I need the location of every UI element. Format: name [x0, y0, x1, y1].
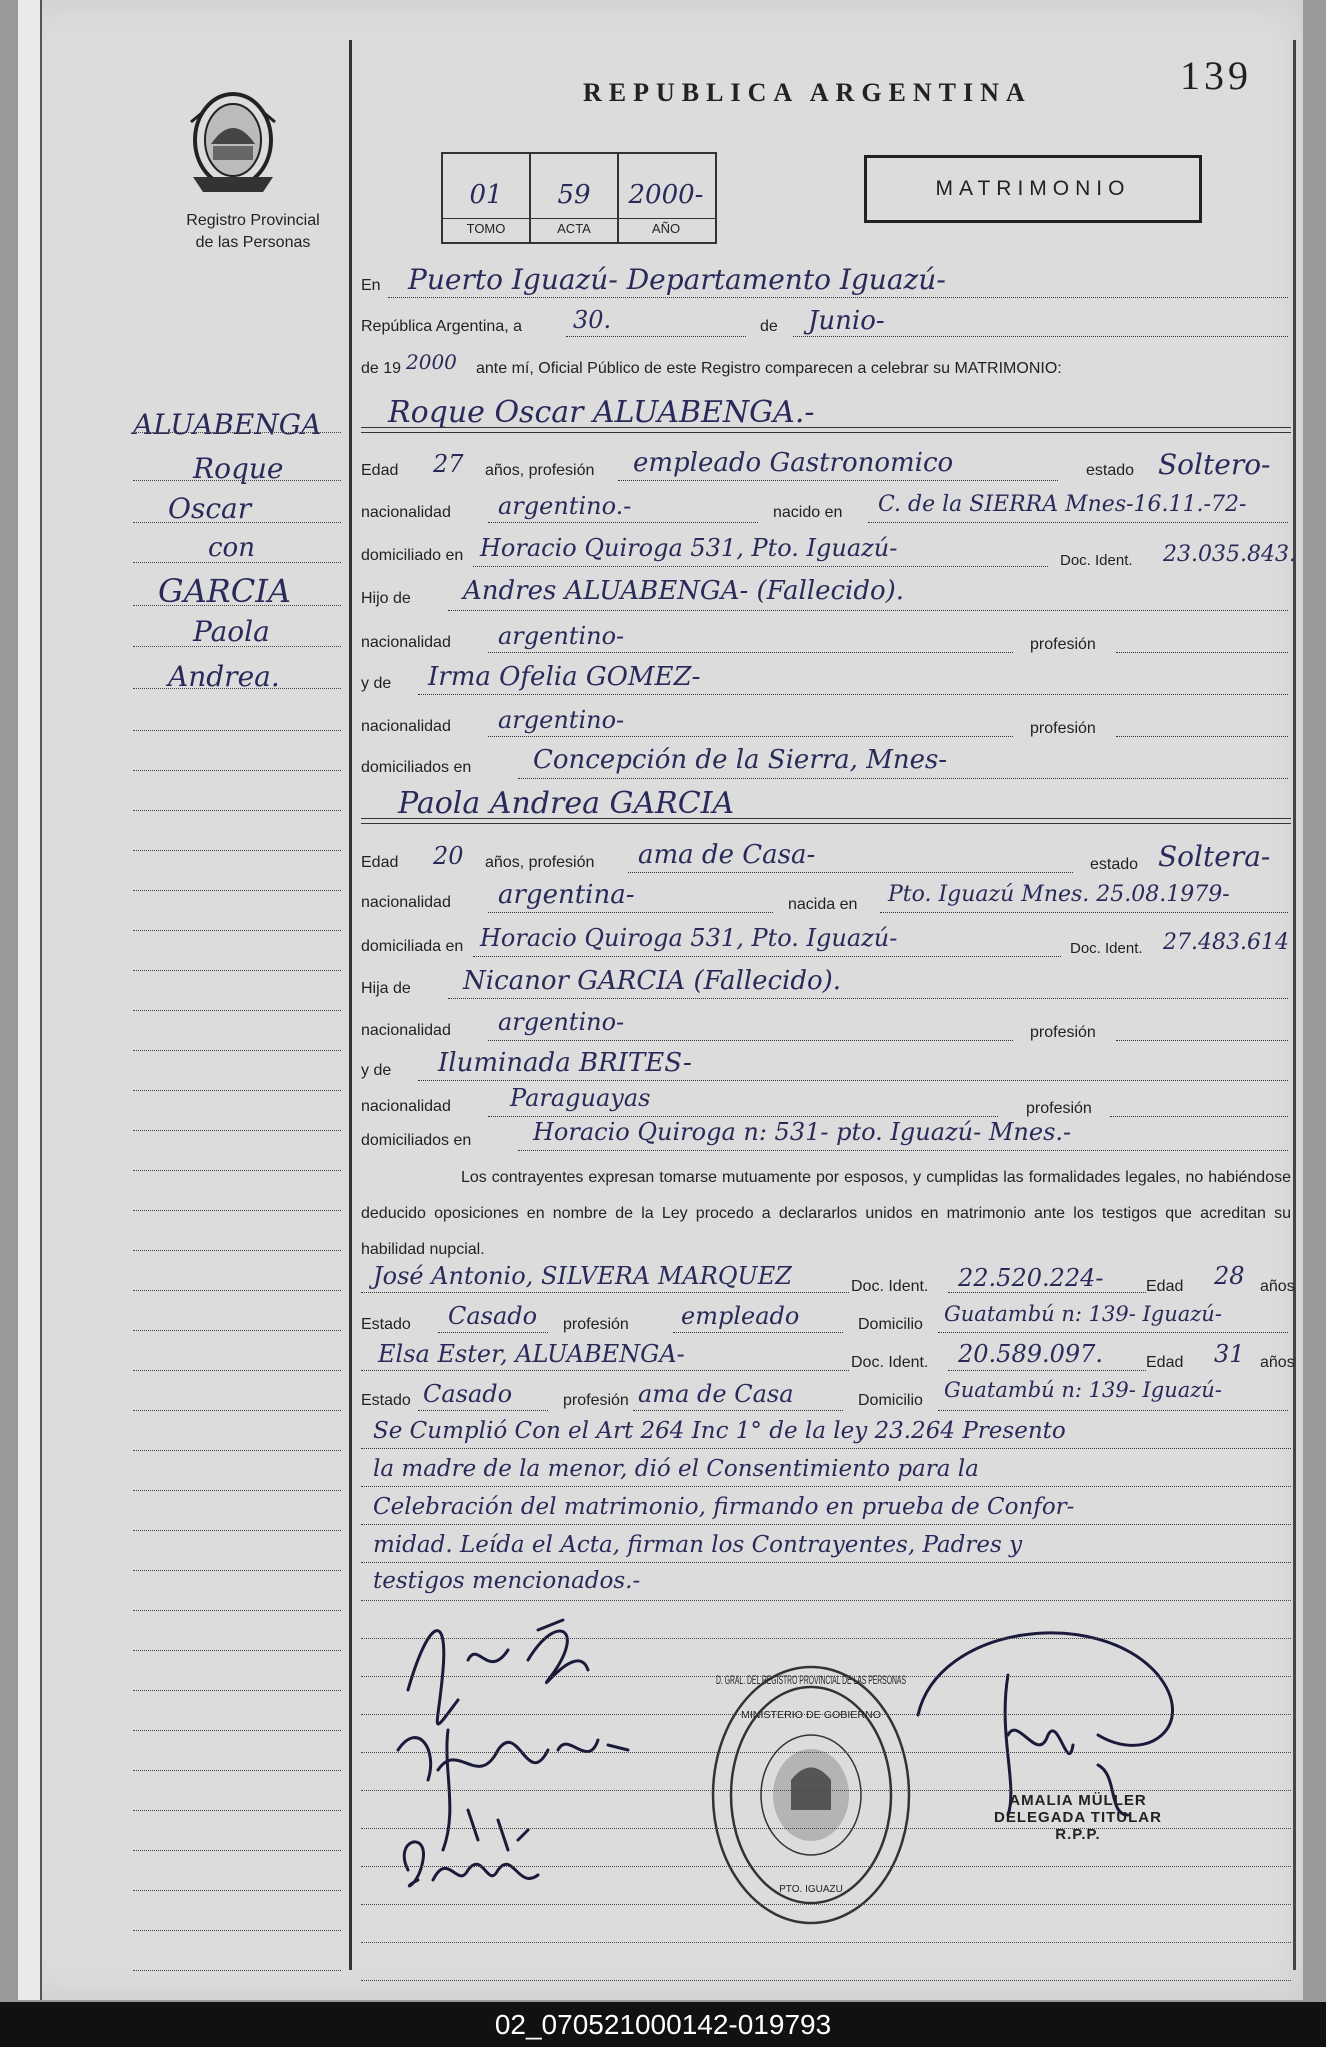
bride-yde-label: y de [361, 1062, 392, 1079]
margin-ruled-line [133, 1010, 341, 1011]
misiones-emblem-icon [173, 82, 293, 202]
groom-madre-nac-label: nacionalidad [361, 718, 451, 735]
margin-ruled-line [133, 1090, 341, 1091]
body-ruled-line [361, 1638, 1291, 1639]
body-ruled-line [361, 1752, 1291, 1753]
margin-con: con [208, 533, 255, 563]
bride-doc-label: Doc. Ident. [1070, 940, 1143, 957]
note-line-1: Se Cumplió Con el Art 264 Inc 1° de la ley 23.264 Presento [373, 1418, 1066, 1444]
month-value: Junio- [808, 306, 885, 336]
groom-hijo-label: Hijo de [361, 590, 411, 607]
witness2-edad: 31 [1214, 1340, 1245, 1368]
witness2-name: Elsa Ester, ALUABENGA- [378, 1340, 685, 1368]
bride-padre: Nicanor GARCIA (Fallecido). [463, 966, 842, 996]
groom-profesion: empleado Gastronomico [633, 448, 954, 478]
witness2-domicilio: Guatambú n: 139- Iguazú- [944, 1378, 1222, 1402]
margin-ruled-line [133, 1210, 341, 1211]
tomo-value: 01 [469, 180, 503, 210]
groom-dom-label: domiciliado en [361, 547, 464, 564]
bride-padre-prof-label: profesión [1030, 1024, 1096, 1041]
margin-ruled-line [133, 1130, 341, 1131]
country-title: REPUBLICA ARGENTINA [583, 78, 1032, 107]
margin-ruled-line [133, 1770, 341, 1771]
margin-ruled-line [133, 930, 341, 931]
margin-ruled-line [133, 1050, 341, 1051]
body-ruled-line [361, 1942, 1291, 1943]
body-ruled-line [361, 1714, 1291, 1715]
margin-ruled-line [133, 1570, 341, 1571]
body-ruled-line [361, 1600, 1291, 1601]
bride-doms-label: domiciliados en [361, 1132, 472, 1149]
de-label: de [760, 318, 778, 335]
acta-label: ACTA [557, 221, 591, 236]
note-line-3: Celebración del matrimonio, firmando en prueba de Confor- [373, 1494, 1075, 1520]
tomo-acta-box [441, 152, 717, 244]
margin-ruled-line [133, 1170, 341, 1171]
intro-text: ante mí, Oficial Público de este Registro comparecen a celebrar su MATRIMONIO: [476, 360, 1062, 377]
witness1-estado-label: Estado [361, 1316, 411, 1333]
body-ruled-line [361, 1676, 1291, 1677]
groom-yde-label: y de [361, 675, 392, 692]
declaration-text: Los contrayentes expresan tomarse mutuamente por esposos, y cumplidas las formalidades legales, no habiéndose deducido oposiciones en nombre de la Ley procedo a declararlos unidos en matrimonio ante los testigos que acreditan su habilidad nupcial. [361, 1169, 1291, 1258]
bride-madre-nac-label: nacionalidad [361, 1098, 451, 1115]
registry-line-2: de las Personas [195, 234, 311, 251]
anio-value: 2000- [628, 180, 704, 210]
anio-label: AÑO [651, 221, 681, 236]
margin-bride-second: Andrea. [168, 660, 280, 693]
body-ruled-line [361, 1980, 1291, 1981]
bride-madre-nac: Paraguayas [510, 1084, 651, 1112]
margin-ruled-line [133, 1610, 341, 1611]
bride-estado: Soltera- [1158, 840, 1271, 873]
margin-ruled-line [133, 970, 341, 971]
margin-ruled-line [133, 1970, 341, 1971]
margin-bride-first: Paola [193, 615, 270, 648]
groom-nacido: C. de la SIERRA Mnes-16.11.-72- [878, 492, 1247, 517]
note-line-2: la madre de la menor, dió el Consentimiento para la [373, 1456, 979, 1482]
witness2-anos-label: años [1260, 1354, 1295, 1371]
official-office: R.P.P. [1055, 1826, 1101, 1843]
margin-ruled-line [133, 1370, 341, 1371]
bride-profesion: ama de Casa- [638, 840, 816, 870]
margin-ruled-line [133, 1690, 341, 1691]
witness1-estado: Casado [448, 1302, 538, 1330]
year-value: 2000 [406, 350, 457, 374]
bride-domicilio: Horacio Quiroga 531, Pto. Iguazú- [480, 924, 898, 952]
groom-padre-prof-label: profesión [1030, 636, 1096, 653]
stamp-bottom-text: PTO. IGUAZU [779, 1884, 843, 1895]
en-label: En [361, 277, 381, 294]
bride-edad: 20 [433, 842, 464, 870]
groom-padre-nac-label: nacionalidad [361, 634, 451, 651]
de19-label: de 19 [361, 360, 402, 377]
body-ruled-line [361, 1790, 1291, 1791]
groom-edad-label: Edad [361, 462, 399, 479]
margin-ruled-line [133, 1330, 341, 1331]
witness2-doc: 20.589.097. [958, 1340, 1104, 1368]
bride-nac-label: nacionalidad [361, 894, 451, 911]
tomo-label: TOMO [466, 221, 506, 236]
margin-bride-surname: GARCIA [158, 572, 291, 610]
folio-number: 139 [1180, 53, 1252, 98]
witness1-edad-label: Edad [1146, 1278, 1184, 1295]
right-border [1293, 40, 1296, 1970]
place-value: Puerto Iguazú- Departamento Iguazú- [408, 263, 946, 296]
day-value: 30. [573, 306, 612, 334]
witness1-prof-label: profesión [563, 1316, 629, 1333]
margin-second-name: Oscar [168, 492, 252, 525]
witness2-dom-label: Domicilio [858, 1392, 923, 1409]
body-ruled-line [361, 1866, 1291, 1867]
bride-nacida-label: nacida en [788, 896, 858, 913]
note-line-4: midad. Leída el Acta, firman los Contrayentes, Padres y [373, 1532, 1023, 1558]
margin-ruled-line [133, 1250, 341, 1251]
groom-nacido-label: nacido en [773, 504, 843, 521]
groom-domicilio: Horacio Quiroga 531, Pto. Iguazú- [480, 534, 898, 562]
margin-ruled-line [133, 1290, 341, 1291]
groom-estado-label: estado [1086, 462, 1135, 479]
margin-ruled-line [133, 1450, 341, 1451]
bride-edad-label: Edad [361, 854, 399, 871]
official-title: DELEGADA TITULAR [994, 1809, 1162, 1826]
margin-first-name: Roque [193, 452, 284, 485]
body-ruled-line [361, 1904, 1291, 1905]
groom-padres-dom: Concepción de la Sierra, Mnes- [533, 745, 948, 775]
witness2-estado: Casado [423, 1380, 513, 1408]
witness1-doc: 22.520.224- [958, 1264, 1104, 1292]
margin-ruled-line [133, 890, 341, 891]
witness2-prof-label: profesión [563, 1392, 629, 1409]
file-id-footer: 02_070521000142-019793 [0, 2002, 1326, 2047]
groom-madre: Irma Ofelia GOMEZ- [428, 662, 701, 692]
stamp-inner-text: MINISTERIO DE GOBIERNO [741, 1710, 882, 1721]
groom-prof-label: años, profesión [485, 462, 595, 479]
margin-ruled-line [133, 1810, 341, 1811]
groom-doc-label: Doc. Ident. [1060, 552, 1133, 569]
witness1-name: José Antonio, SILVERA MARQUEZ [373, 1262, 792, 1290]
note-line-5: testigos mencionados.- [373, 1568, 641, 1594]
groom-doc: 23.035.843. [1163, 542, 1296, 567]
witness1-edad: 28 [1214, 1262, 1245, 1290]
bride-prof-label: años, profesión [485, 854, 595, 871]
witness1-doc-label: Doc. Ident. [851, 1278, 929, 1295]
groom-padre-nac: argentino- [498, 622, 625, 650]
groom-madre-nac: argentino- [498, 706, 625, 734]
bride-hija-label: Hija de [361, 980, 411, 997]
margin-ruled-line [133, 1850, 341, 1851]
margin-ruled-line [133, 730, 341, 731]
witness1-dom-label: Domicilio [858, 1316, 923, 1333]
margin-ruled-line [133, 1650, 341, 1651]
republica-label: República Argentina, a [361, 318, 522, 335]
acta-value: 59 [557, 180, 591, 210]
margin-ruled-line [133, 810, 341, 811]
bride-madre-prof-label: profesión [1026, 1100, 1092, 1117]
margin-ruled-line [133, 850, 341, 851]
bride-padres-dom: Horacio Quiroga n: 531- pto. Iguazú- Mnes.- [533, 1118, 1072, 1146]
bride-dom-label: domiciliada en [361, 938, 464, 955]
bride-nacida: Pto. Iguazú Mnes. 25.08.1979- [888, 882, 1230, 907]
registry-stamp-icon [706, 1660, 916, 1930]
groom-nacionalidad: argentino.- [498, 492, 632, 520]
bride-nacionalidad: argentina- [498, 880, 635, 910]
groom-edad: 27 [433, 450, 464, 478]
margin-ruled-line [133, 1490, 341, 1491]
groom-name: Roque Oscar ALUABENGA.- [388, 395, 815, 430]
witness1-profesion: empleado [681, 1302, 800, 1330]
bride-name: Paola Andrea GARCIA [398, 786, 735, 821]
official-name: AMALIA MÜLLER [1009, 1792, 1147, 1809]
groom-nac-label: nacionalidad [361, 504, 451, 521]
margin-ruled-line [133, 1930, 341, 1931]
groom-doms-label: domiciliados en [361, 759, 472, 776]
witness2-estado-label: Estado [361, 1392, 411, 1409]
witness2-profesion: ama de Casa [638, 1380, 794, 1408]
bride-doc: 27.483.614 [1163, 930, 1289, 955]
margin-surname: ALUABENGA [133, 408, 322, 441]
registry-line-1: Registro Provincial [186, 212, 320, 229]
bride-padre-nac-label: nacionalidad [361, 1022, 451, 1039]
witness2-edad-label: Edad [1146, 1354, 1184, 1371]
witness1-anos-label: años [1260, 1278, 1295, 1295]
margin-ruled-line [133, 1530, 341, 1531]
binding-strip [18, 0, 42, 2000]
witness1-domicilio: Guatambú n: 139- Iguazú- [944, 1302, 1222, 1326]
body-ruled-line [361, 1828, 1291, 1829]
margin-ruled-line [133, 1890, 341, 1891]
bride-madre: Iluminada BRITES- [438, 1048, 692, 1078]
document-page [18, 0, 1303, 2000]
stamp-ring-text: D. GRAL. DEL REGISTRO PROVINCIAL DE LAS PERSONAS [716, 1673, 906, 1687]
margin-divider [349, 40, 352, 1970]
matrimonio-box: MATRIMONIO [864, 155, 1202, 223]
bride-estado-label: estado [1090, 856, 1139, 873]
groom-padre: Andres ALUABENGA- (Fallecido). [463, 576, 905, 606]
margin-ruled-line [133, 770, 341, 771]
bride-padre-nac: argentino- [498, 1008, 625, 1036]
witness2-doc-label: Doc. Ident. [851, 1354, 929, 1371]
contrayentes-signatures-icon [388, 1600, 708, 1900]
groom-madre-prof-label: profesión [1030, 720, 1096, 737]
margin-ruled-line [133, 1730, 341, 1731]
groom-estado: Soltero- [1158, 448, 1271, 481]
margin-ruled-line [133, 1410, 341, 1411]
